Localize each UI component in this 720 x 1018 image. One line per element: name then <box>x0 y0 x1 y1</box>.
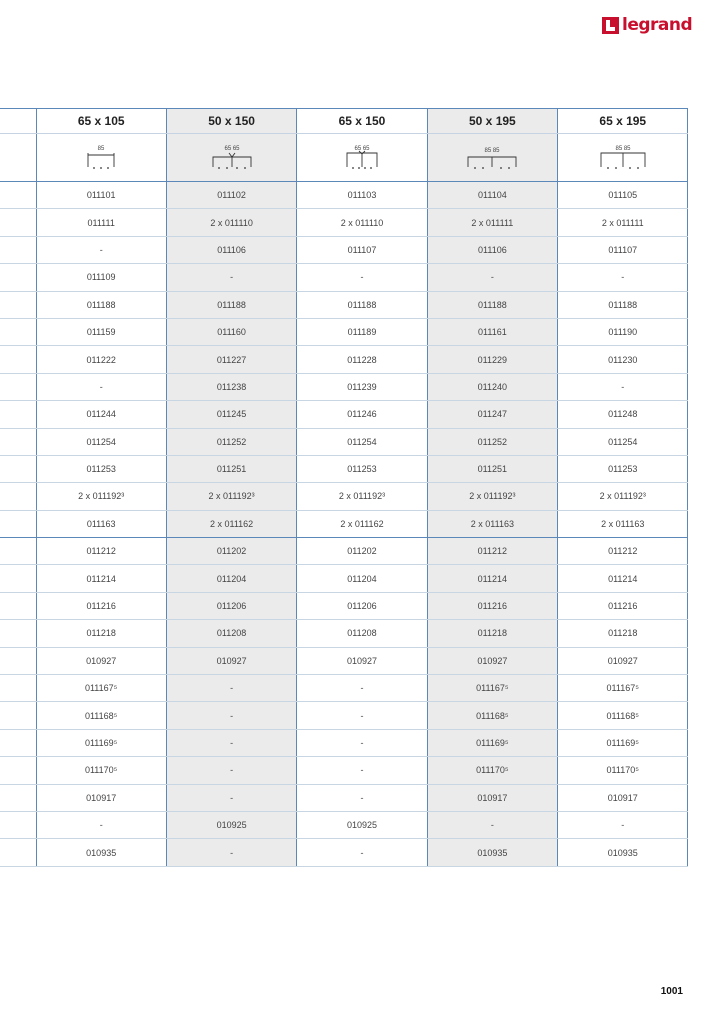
reference-cell: - <box>166 839 296 866</box>
reference-cell: 011106 <box>427 236 557 263</box>
column-header: 65 x 195 <box>558 109 688 134</box>
row-label-cell <box>0 318 36 345</box>
row-label-cell <box>0 757 36 784</box>
reference-cell: 011167⁵ <box>558 675 688 702</box>
reference-cell: 011168⁵ <box>558 702 688 729</box>
reference-cell: 011240 <box>427 373 557 400</box>
reference-cell: 010927 <box>166 647 296 674</box>
reference-cell: - <box>558 373 688 400</box>
table-row <box>0 839 688 866</box>
table-row <box>0 565 688 592</box>
reference-cell: - <box>558 264 688 291</box>
reference-cell: 011188 <box>297 291 427 318</box>
table-row <box>0 538 688 565</box>
table-row <box>0 675 688 702</box>
reference-cell: 011222 <box>36 346 166 373</box>
reference-cell: 2 x 011192³ <box>297 483 427 510</box>
reference-cell: 2 x 011163 <box>558 510 688 537</box>
row-label-header <box>0 109 36 134</box>
reference-cell: - <box>36 236 166 263</box>
table-row <box>0 264 688 291</box>
reference-cell: 011206 <box>297 592 427 619</box>
reference-cell: 011214 <box>427 565 557 592</box>
reference-cell: 011208 <box>166 620 296 647</box>
table-row <box>0 702 688 729</box>
reference-cell: 011107 <box>558 236 688 263</box>
reference-cell: 011206 <box>166 592 296 619</box>
reference-cell: 011229 <box>427 346 557 373</box>
row-label-cell <box>0 134 36 182</box>
reference-cell: 011170⁵ <box>427 757 557 784</box>
reference-cell: 2 x 011111 <box>427 209 557 236</box>
row-label-cell <box>0 620 36 647</box>
reference-cell: 011218 <box>36 620 166 647</box>
reference-cell: 011216 <box>36 592 166 619</box>
reference-cell: 011169⁵ <box>558 729 688 756</box>
row-label-cell <box>0 647 36 674</box>
reference-cell: 011188 <box>558 291 688 318</box>
reference-cell: 011109 <box>36 264 166 291</box>
reference-cell: 011168⁵ <box>36 702 166 729</box>
product-reference-table <box>0 108 688 867</box>
table-header-row <box>0 109 688 134</box>
reference-cell: 011188 <box>427 291 557 318</box>
reference-cell: - <box>166 264 296 291</box>
reference-cell: 011239 <box>297 373 427 400</box>
reference-cell: 2 x 011192³ <box>558 483 688 510</box>
table-row <box>0 291 688 318</box>
reference-cell: - <box>166 729 296 756</box>
reference-cell: 011169⁵ <box>427 729 557 756</box>
diagram-dimension-label: 65 65 <box>224 145 240 152</box>
reference-cell: - <box>297 839 427 866</box>
reference-cell: 011170⁵ <box>558 757 688 784</box>
row-label-cell <box>0 784 36 811</box>
reference-cell: 011248 <box>558 401 688 428</box>
reference-cell: 011188 <box>166 291 296 318</box>
reference-cell: 2 x 011162 <box>166 510 296 537</box>
trunking-profile-icon <box>76 141 126 175</box>
reference-cell: 011247 <box>427 401 557 428</box>
reference-cell: - <box>166 675 296 702</box>
row-label-cell <box>0 565 36 592</box>
reference-cell: 011244 <box>36 401 166 428</box>
reference-cell: - <box>297 264 427 291</box>
reference-cell: 011212 <box>558 538 688 565</box>
reference-cell: 011252 <box>427 428 557 455</box>
reference-cell: - <box>297 757 427 784</box>
reference-cell: 011212 <box>427 538 557 565</box>
reference-cell: - <box>166 702 296 729</box>
table-row <box>0 209 688 236</box>
reference-cell: 011251 <box>427 455 557 482</box>
reference-cell: 011111 <box>36 209 166 236</box>
reference-cell: 011107 <box>297 236 427 263</box>
reference-cell: 011238 <box>166 373 296 400</box>
reference-cell: 011245 <box>166 401 296 428</box>
table-row <box>0 620 688 647</box>
reference-cell: 010935 <box>36 839 166 866</box>
reference-cell: 011204 <box>166 565 296 592</box>
legrand-logo-mark <box>602 17 619 34</box>
row-label-cell <box>0 428 36 455</box>
diagram-dimension-label: 85 85 <box>484 147 500 154</box>
table-row <box>0 784 688 811</box>
row-label-cell <box>0 592 36 619</box>
reference-cell: 011218 <box>558 620 688 647</box>
table-row <box>0 455 688 482</box>
column-header: 50 x 150 <box>166 109 296 134</box>
table-row <box>0 592 688 619</box>
column-header: 65 x 150 <box>297 109 427 134</box>
reference-cell: 011204 <box>297 565 427 592</box>
table-row <box>0 647 688 674</box>
table-row <box>0 236 688 263</box>
reference-cell: 011254 <box>558 428 688 455</box>
table-row <box>0 811 688 838</box>
table-row <box>0 401 688 428</box>
reference-cell: 011212 <box>36 538 166 565</box>
reference-cell: 011214 <box>558 565 688 592</box>
diagram-dimension-label: 85 <box>97 145 105 152</box>
reference-cell: 011216 <box>558 592 688 619</box>
reference-cell: 011208 <box>297 620 427 647</box>
row-label-cell <box>0 538 36 565</box>
diagram-dimension-label: 85 85 <box>615 145 631 152</box>
brand-name: legrand <box>622 15 693 35</box>
reference-cell: 2 x 011192³ <box>166 483 296 510</box>
table-row <box>0 182 688 209</box>
reference-cell: 010927 <box>558 647 688 674</box>
reference-cell: 011230 <box>558 346 688 373</box>
reference-cell: 011216 <box>427 592 557 619</box>
reference-cell: 011105 <box>558 182 688 209</box>
reference-cell: 011218 <box>427 620 557 647</box>
row-label-cell <box>0 455 36 482</box>
row-label-cell <box>0 811 36 838</box>
trunking-profile-icon <box>596 141 650 175</box>
reference-cell: 2 x 011110 <box>297 209 427 236</box>
reference-cell: 011160 <box>166 318 296 345</box>
reference-cell: 011159 <box>36 318 166 345</box>
table-row <box>0 757 688 784</box>
row-label-cell <box>0 209 36 236</box>
table-row <box>0 428 688 455</box>
reference-cell: 011188 <box>36 291 166 318</box>
reference-cell: 010927 <box>36 647 166 674</box>
reference-cell: 011167⁵ <box>36 675 166 702</box>
reference-cell: - <box>558 811 688 838</box>
reference-cell: 011251 <box>166 455 296 482</box>
column-header: 65 x 105 <box>36 109 166 134</box>
reference-cell: 2 x 011162 <box>297 510 427 537</box>
reference-cell: - <box>166 784 296 811</box>
reference-cell: 010927 <box>297 647 427 674</box>
table-row <box>0 318 688 345</box>
reference-cell: 2 x 011111 <box>558 209 688 236</box>
trunking-profile-icon <box>465 141 519 175</box>
table-row <box>0 729 688 756</box>
reference-cell: 011253 <box>297 455 427 482</box>
reference-cell: 010917 <box>558 784 688 811</box>
row-label-cell <box>0 264 36 291</box>
reference-cell: 011161 <box>427 318 557 345</box>
row-label-cell <box>0 675 36 702</box>
reference-cell: 011168⁵ <box>427 702 557 729</box>
reference-cell: 010927 <box>427 647 557 674</box>
reference-cell: - <box>297 702 427 729</box>
reference-cell: 011101 <box>36 182 166 209</box>
reference-cell: 011104 <box>427 182 557 209</box>
row-label-cell <box>0 373 36 400</box>
reference-cell: 011189 <box>297 318 427 345</box>
trunking-diagram-cell <box>427 134 557 182</box>
row-label-cell <box>0 729 36 756</box>
trunking-profile-icon <box>207 141 257 175</box>
reference-cell: 011253 <box>558 455 688 482</box>
reference-cell: 010917 <box>36 784 166 811</box>
reference-cell: 011254 <box>297 428 427 455</box>
reference-cell: 010935 <box>558 839 688 866</box>
reference-cell: 011170⁵ <box>36 757 166 784</box>
reference-cell: 2 x 011110 <box>166 209 296 236</box>
trunking-diagram-cell <box>36 134 166 182</box>
table-row <box>0 483 688 510</box>
reference-cell: 011253 <box>36 455 166 482</box>
reference-cell: 011202 <box>297 538 427 565</box>
row-label-cell <box>0 839 36 866</box>
reference-cell: 2 x 011192³ <box>36 483 166 510</box>
reference-cell: - <box>297 784 427 811</box>
diagram-row <box>0 134 688 182</box>
reference-cell: 010925 <box>297 811 427 838</box>
reference-cell: 011106 <box>166 236 296 263</box>
reference-cell: 011254 <box>36 428 166 455</box>
reference-cell: - <box>427 811 557 838</box>
reference-cell: 011246 <box>297 401 427 428</box>
reference-cell: - <box>166 757 296 784</box>
reference-cell: - <box>427 264 557 291</box>
reference-cell: 010935 <box>427 839 557 866</box>
reference-cell: 010917 <box>427 784 557 811</box>
reference-cell: - <box>36 811 166 838</box>
row-label-cell <box>0 510 36 537</box>
table-row <box>0 346 688 373</box>
table-row <box>0 373 688 400</box>
reference-cell: 011190 <box>558 318 688 345</box>
diagram-dimension-label: 65 65 <box>354 145 370 152</box>
reference-cell: 011227 <box>166 346 296 373</box>
page-number: 1001 <box>660 986 683 997</box>
legrand-logo <box>602 14 692 36</box>
column-header: 50 x 195 <box>427 109 557 134</box>
trunking-profile-icon <box>337 141 387 175</box>
reference-cell: 011169⁵ <box>36 729 166 756</box>
reference-cell: 011214 <box>36 565 166 592</box>
reference-cell: 2 x 011163 <box>427 510 557 537</box>
reference-cell: 011202 <box>166 538 296 565</box>
reference-cell: 011163 <box>36 510 166 537</box>
reference-cell: - <box>297 729 427 756</box>
reference-cell: - <box>36 373 166 400</box>
row-label-cell <box>0 236 36 263</box>
reference-cell: 011103 <box>297 182 427 209</box>
row-label-cell <box>0 702 36 729</box>
reference-cell: 010925 <box>166 811 296 838</box>
reference-cell: 011228 <box>297 346 427 373</box>
reference-cell: - <box>297 675 427 702</box>
table-row <box>0 510 688 537</box>
reference-cell: 011167⁵ <box>427 675 557 702</box>
trunking-diagram-cell <box>558 134 688 182</box>
row-label-cell <box>0 346 36 373</box>
reference-cell: 2 x 011192³ <box>427 483 557 510</box>
row-label-cell <box>0 291 36 318</box>
row-label-cell <box>0 483 36 510</box>
row-label-cell <box>0 401 36 428</box>
reference-cell: 011252 <box>166 428 296 455</box>
row-label-cell <box>0 182 36 209</box>
trunking-diagram-cell <box>297 134 427 182</box>
reference-cell: 011102 <box>166 182 296 209</box>
trunking-diagram-cell <box>166 134 296 182</box>
